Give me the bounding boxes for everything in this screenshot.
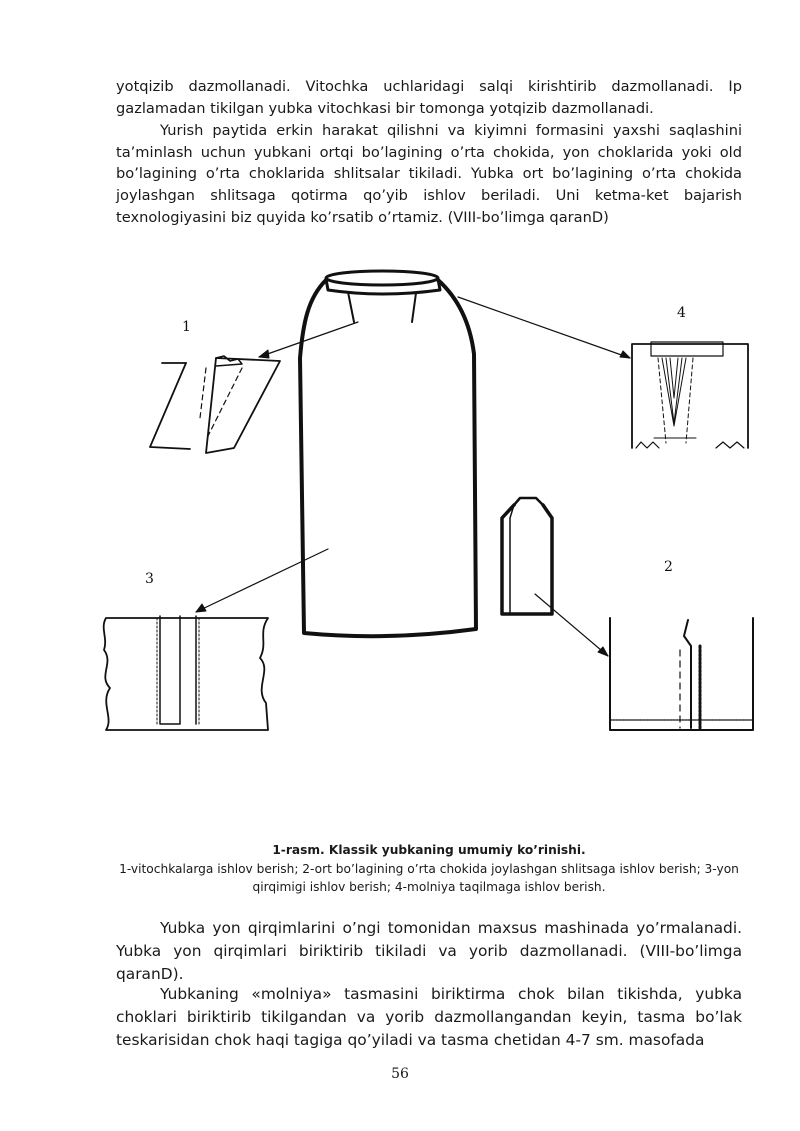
figure-label-2: 2 [664,559,673,575]
seam-detail [104,549,328,730]
page-number: 56 [391,1066,409,1082]
figure-label-3: 3 [145,571,154,587]
skirt-illustration [96,258,760,748]
slit-piece [502,498,608,656]
figure-caption-body: 1-vitochkalarga ishlov berish; 2-ort bo’lagining o’rta chokida joylashgan shlitsaga ishlov berish; 3-yon qirqimigi ishlov berish; 4-molniya taqilmaga ishlov berish. [119,862,739,894]
skirt-outline [300,271,476,636]
zipper-detail [458,297,748,448]
paragraph-intro: yotqizib dazmollanadi. Vitochka uchlaridagi salqi kirishtirib dazmollanadi. Ip gazlamadan tikilgan yubka vitochkasi bir tomonga yotqizib dazmollanadi. [116,78,742,117]
figure-label-1: 1 [182,319,191,335]
paragraph-side-seams: Yubka yon qirqimlarini o’ngi tomonidan maxsus mashinada yo’rmalanadi. Yubka yon qirqimlari biriktirib tikiladi va yorib dazmollanadi. (VIII-bo’limga qaranD). [116,919,742,983]
vent-detail [610,618,753,730]
skirt-figure [96,258,760,748]
dart-detail [150,322,358,453]
paragraph-zipper: Yubkaning «molniya» tasmasini biriktirma chok bilan tikishda, yubka choklari biriktirib tikilgandan va yorib dazmollangandan keyin, tasma bo’lak teskarisidan chok haqi tagiga qo’yiladi va tasma chetidan 4-7 sm. masofada [116,985,742,1049]
figure-label-4: 4 [677,305,686,321]
figure-caption-title: 1-rasm. Klassik yubkaning umumiy ko’rinishi. [272,843,586,857]
paragraph-slits: Yurish paytida erkin harakat qilishni va kiyimni formasini yaxshi saqlashini ta’minlash uchun yubkani ortqi bo’lagining o’rta chokida, yon choklarida yoki old bo’lagining o’rta choklarida shlitsalar tikiladi. Yubka ort bo’lagining o’rta chokida joylashgan shlitsaga qotirma qo’yib ishlov beriladi. Uni ketma-ket bajarish texnologiyasini biz quyida ko’rsatib o’rtamiz. (VIII-bo’limga qaranD) [116,122,742,226]
